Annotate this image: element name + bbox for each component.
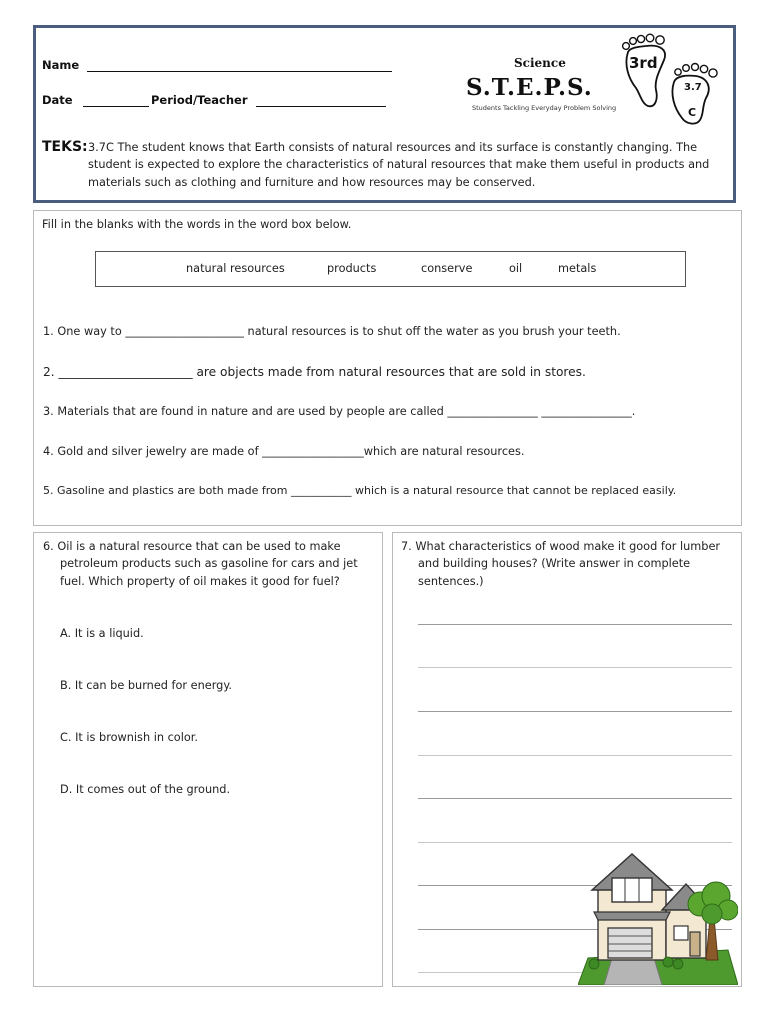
- word-natural-resources: natural resources: [186, 262, 285, 275]
- answer-line-1[interactable]: [418, 624, 732, 625]
- date-blank[interactable]: [83, 106, 149, 107]
- date-label: Date: [42, 93, 73, 107]
- teks-label: TEKS:: [42, 139, 88, 155]
- question-6-line-1: 6. Oil is a natural resource that can be used to make: [43, 540, 341, 553]
- answer-line-5[interactable]: [418, 798, 732, 799]
- choice-c[interactable]: C. It is brownish in color.: [60, 731, 198, 744]
- house-illustration: [578, 840, 738, 985]
- name-blank[interactable]: [87, 71, 392, 72]
- question-1[interactable]: 1. One way to _____________________ natural resources is to shut off the water as you brush your teeth.: [43, 325, 621, 338]
- question-7-line-1: 7. What characteristics of wood make it good for lumber: [401, 540, 721, 553]
- answer-line-2[interactable]: [418, 667, 732, 668]
- period-label: Period/Teacher: [151, 93, 248, 107]
- name-field[interactable]: [42, 58, 392, 72]
- fill-in-instruction: Fill in the blanks with the words in the word box below.: [42, 218, 352, 231]
- logo-tagline: Students Tackling Everyday Problem Solving: [472, 104, 617, 112]
- name-label: Name: [42, 58, 80, 72]
- teks-line-1: 3.7C The student knows that Earth consists of natural resources and its surface is constantly changing. The: [88, 141, 698, 154]
- question-6-line-2: petroleum products such as gasoline for cars and jet: [60, 557, 358, 570]
- logo-steps-text: S.T.E.P.S.: [466, 74, 593, 101]
- logo-science-text: Science: [514, 56, 566, 70]
- teks-line-3: materials such as clothing and furniture and how resources may be conserved.: [88, 176, 536, 189]
- question-4[interactable]: 4. Gold and silver jewelry are made of __________________which are natural resources.: [43, 445, 525, 458]
- question-2[interactable]: 2. ______________________ are objects made from natural resources that are sold in stores.: [43, 365, 586, 379]
- grade-text: 3rd: [629, 54, 658, 72]
- standard-letter-text: C: [688, 106, 697, 119]
- choice-d[interactable]: D. It comes out of the ground.: [60, 783, 231, 796]
- word-products: products: [327, 262, 377, 275]
- word-box: [95, 251, 686, 287]
- teks-line-2: student is expected to explore the characteristics of natural resources that make them useful in products and: [88, 158, 710, 171]
- word-conserve: conserve: [421, 262, 473, 275]
- question-6-line-3: fuel. Which property of oil makes it good for fuel?: [60, 575, 340, 588]
- footprints-icon: [616, 30, 728, 128]
- question-5[interactable]: 5. Gasoline and plastics are both made from ___________ which is a natural resource that cannot be replaced easily.: [43, 484, 677, 497]
- period-field[interactable]: [151, 93, 386, 107]
- answer-line-4[interactable]: [418, 755, 732, 756]
- question-3[interactable]: 3. Materials that are found in nature and are used by people are called ________________ ________________.: [43, 405, 636, 418]
- question-6-box: [33, 532, 383, 987]
- word-metals: metals: [558, 262, 597, 275]
- steps-logo: [466, 30, 728, 128]
- period-blank[interactable]: [256, 106, 386, 107]
- answer-line-3[interactable]: [418, 711, 732, 712]
- question-7-line-3: sentences.): [418, 575, 484, 588]
- word-oil: oil: [509, 262, 523, 275]
- choice-a[interactable]: A. It is a liquid.: [60, 627, 144, 640]
- standard-text: 3.7: [684, 82, 702, 93]
- question-7-line-2: and building houses? (Write answer in complete: [418, 557, 691, 570]
- date-field[interactable]: [42, 93, 149, 107]
- choice-b[interactable]: B. It can be burned for energy.: [60, 679, 232, 692]
